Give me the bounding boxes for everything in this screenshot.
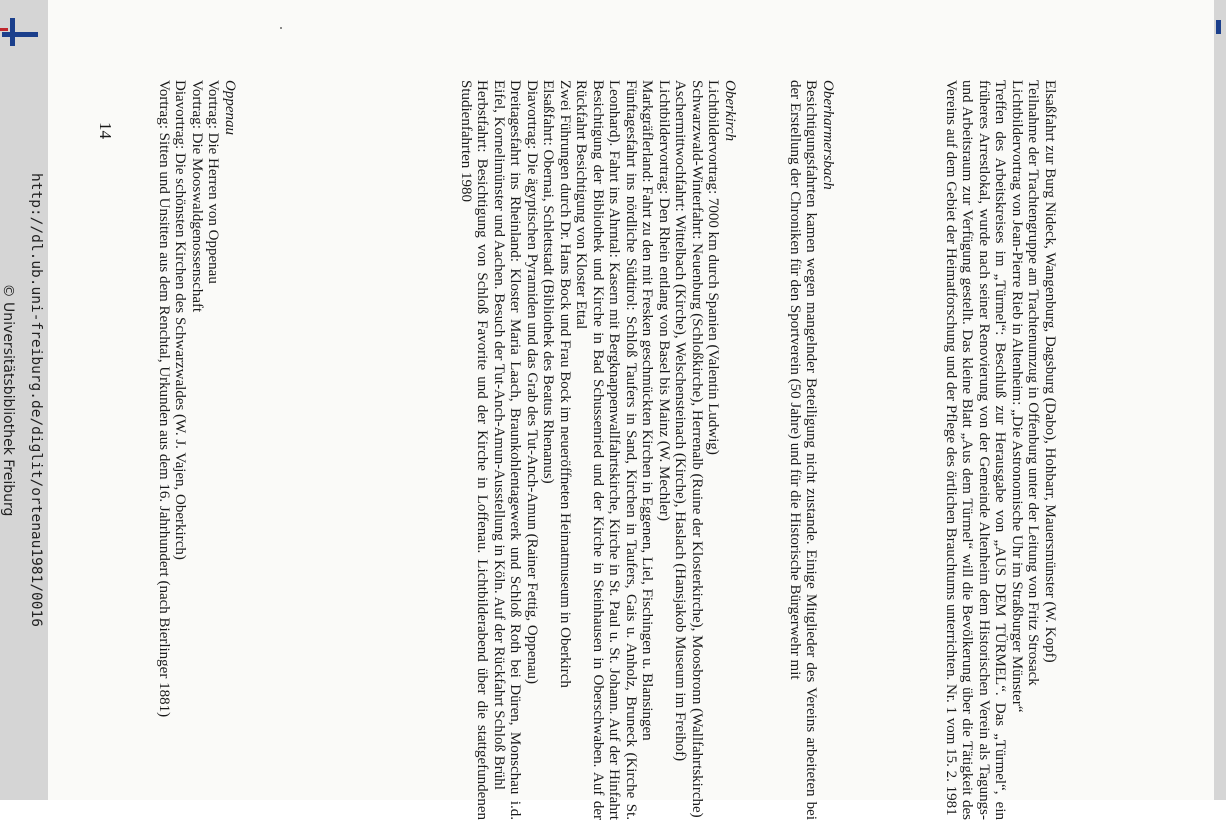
page-number: 14: [96, 122, 115, 139]
section-heading: Oberkirch: [722, 80, 738, 142]
document-body: [58, 80, 1058, 840]
section-heading: Oberharmersbach: [820, 80, 836, 190]
paragraph: Treffen des Arbeitskreises im „Türmel“: Beschluß zur Herausgabe von „AUS DEM TÜRMEL“. Das „Türmel“, ein früheres Arrestlokal, wurde nach seiner Renovierung von der Gemeinde Altenheim dem Historischen Verein als Tagungs- und Arbeitsraum zur Verfügung gestellt. Das kleine Blatt „Aus dem Türmel“ will die Bevölkerung über die Tätigkeit des Vereins auf dem Gebiet der Heimatforschung und der Pflege des örtlichen Brauchtums unterrichten. Nr. 1 vom 15. 2. 1981: [943, 80, 1009, 820]
paragraph: Fünftagesfahrt ins nördliche Südtirol: Schloß Taufers in Sand, Kirchen in Taufers, Gais u. Anholz, Bruneck (Kirche St. Leonhard). Fahrt ins Ahrntal: Kasern mit Bergknappenwallfahrtskirche, Kirche in St. Paul u. St. Johann. Auf der Hinfahrt Besichtigung der Bibliothek und Kirche in Bad Schussenried und der Kirche in Steinhausen in Oberschwaben. Auf der Rückfahrt Besichtigung von Kloster Ettal: [573, 80, 639, 820]
paragraph: Schwarzwald-Winterfahrt: Neuenburg (Schloßkirche), Herrenalb (Ruine der Klosterkirche), Moosbronn (Wallfahrtskirche): [689, 80, 705, 818]
paragraph: Zwei Führungen durch Dr. Hans Bock und Frau Bock im neueröffneten Heimatmuseum in Oberkirch: [557, 80, 573, 688]
paragraph: Vortrag: Die Mooswaldgenossenschaft: [189, 80, 205, 313]
section-oberkirch: [458, 80, 739, 820]
paragraph: Herbstfahrt: Besichtigung von Schloß Favorite und der Kirche in Loffenau. Lichtbilderabend über die stattgefundenen Studienfahrten 1980: [458, 80, 491, 820]
paragraph: Elsaßfahrt: Obernai, Schlettstadt (Bibliothek des Beatus Rhenanus): [540, 80, 557, 484]
paragraph: Diavortrag: Die ägyptischen Pyramiden und das Grab des Tut-Anch-Amun (Rainer Fettig, Oppenau): [524, 80, 540, 685]
scan-speck: [280, 27, 282, 29]
paragraph: Vortrag: Sitten und Unsitten aus dem Renchtal, Urkunden aus dem 16. Jahrhundert (nach Bierlinger 1881): [156, 80, 172, 718]
paragraph: Lichtbildervortrag: Den Rhein entlang von Basel bis Mainz (W. Mechler): [656, 80, 672, 521]
section-intro: [943, 80, 1059, 820]
viewer-right-margin: [1214, 0, 1226, 800]
paragraph: Lichtbildervortrag: 7000 km durch Spanien (Valentin Ludwig): [705, 80, 722, 455]
paragraph: Lichtbildervortrag von Jean-Pierre Rieb in Altenheim: „Die Astronomische Uhr im Straßburger Münster“: [1009, 80, 1025, 713]
document-url[interactable]: http://dl.ub.uni-freiburg.de/diglit/ortenau1981/0016: [28, 173, 44, 627]
section-oppenau: [156, 80, 239, 820]
viewer-marker-right-icon: [1216, 20, 1221, 34]
paragraph: Dreitagesfahrt ins Rheinland: Kloster Maria Laach, Braunkohlentagewerk und Schloß Roth bei Düren, Monschau i.d. Eifel, Kornelimünster und Aachen. Besuch der Tut-Anch-Amun-Ausstellung in Köln. Auf der Rückfahrt Schloß Brühl: [491, 80, 524, 820]
paragraph: Teilnahme der Trachtengruppe am Trachtenumzug in Offenburg unter der Leitung von Fritz Strosack: [1025, 80, 1042, 686]
section-oberharmersbach: [787, 80, 837, 820]
paragraph: Elsaßfahrt zur Burg Nideck, Wangenburg, Dagsburg (Dabo), Hohbarr, Mauersmünster (W. Kopf): [1042, 80, 1058, 663]
paragraph: Aschermittwochfahrt: Wittelbach (Kirche), Welschensteinach (Kirche), Haslach (Hansjakob Museum im Freihof): [672, 80, 689, 762]
copyright-notice: © Universitätsbibliothek Freiburg: [0, 283, 16, 517]
section-heading: Oppenau: [222, 80, 238, 135]
paragraph: Besichtigungsfahrten kamen wegen mangelnder Beteiligung nicht zustande. Einige Mitglieder des Vereins arbeiteten bei der Erstellung der Chroniken für den Sportverein (50 Jahre) und für die Historische Bürgerwehr mit: [787, 80, 820, 820]
paragraph: Vortrag: Die Herren von Oppenau: [205, 80, 222, 284]
paragraph: Markgräflerland: Fahrt zu den mit Fresken geschmückten Kirchen in Eggenen, Liel, Fischingen u. Blansingen: [639, 80, 656, 741]
paragraph: Diavortrag: Die schönsten Kirchen des Schwarzwaldes (W. J. Vajen, Oberkirch): [172, 80, 189, 560]
